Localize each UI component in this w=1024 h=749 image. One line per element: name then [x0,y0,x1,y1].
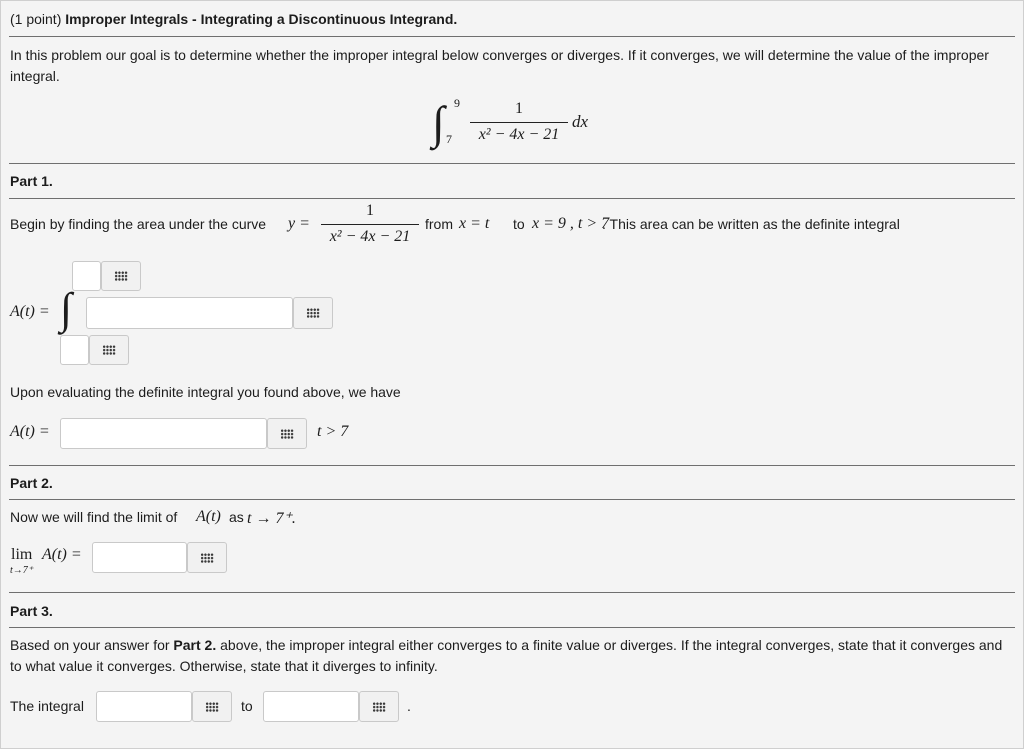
differential: dx [572,112,589,131]
to-word: to [513,216,525,232]
part3-text-a: Based on your answer for [10,637,170,653]
divider [9,499,1015,500]
range-end: x = 9 , t > 7 [532,215,610,232]
part3-text-b: above, the improper integral either converges to a finite value or diverges. If the integral converges, state that it converges and to what value it converges. Otherwise, state that it diverges to infinity. [10,637,1003,674]
part2-text: Now we will find the limit of [10,509,178,525]
at-expr: A(t) [196,508,221,525]
lower-limit-palette-button[interactable] [89,335,129,365]
grid-dots-icon [115,271,128,281]
grid-dots-icon [206,702,219,712]
as-word: as [229,509,244,525]
part1-heading: Part 1. [10,173,53,189]
integral-sign: ∫ [60,284,73,333]
fraction-bar [321,224,419,225]
integrand-fraction [470,100,568,150]
upper-limit-input[interactable] [72,261,101,291]
divider [9,163,1015,164]
part2-heading: Part 2. [10,475,53,491]
limit-approach: t → 7⁺. [247,510,296,527]
integral-upper-limit: 9 [454,96,460,110]
part2-sentence [10,509,410,531]
lim-subscript: t→7⁺ [10,565,34,576]
evaluation-text: Upon evaluating the definite integral you found above, we have [10,384,401,400]
period: . [407,698,411,714]
intro-text: In this problem our goal is to determine whether the improper integral below converges or diverges. If it converges, we will determine the value of the improper integral. [10,47,989,84]
points-label: (1 point) [10,11,62,27]
from-word: from [425,216,453,232]
grid-dots-icon [281,429,294,439]
range-start: x = t [459,215,490,232]
integral-label: The integral [10,698,84,714]
lim-rhs: A(t) = [42,546,82,563]
curve-denominator: x² − 4x − 21 [329,228,411,245]
grid-dots-icon [373,702,386,712]
lim-word: lim [11,546,33,563]
divider [9,465,1015,466]
part1-sentence [10,202,1020,256]
limit-input[interactable] [92,542,187,573]
problem-title: Improper Integrals - Integrating a Discontinuous Integrand. [65,11,458,27]
integrand-input[interactable] [86,297,293,329]
grid-dots-icon [201,553,214,563]
part3-heading: Part 3. [10,603,53,619]
fraction-bar [470,122,568,123]
upper-limit-palette-button[interactable] [101,261,141,291]
part1-text-before: Begin by finding the area under the curve [10,216,267,232]
divider [9,627,1015,628]
part1-text-after: . This area can be written as the definite integral [602,216,900,232]
problem-header [10,11,457,27]
curve-fraction [321,202,419,248]
at-result-input[interactable] [60,418,267,449]
integrand-denominator: x² − 4x − 21 [478,126,560,143]
value-input[interactable] [263,691,359,722]
converge-palette-button[interactable] [192,691,232,722]
divider [9,592,1015,593]
to-label: to [241,698,253,714]
at-label-2: A(t) = [10,423,50,440]
converge-diverge-input[interactable] [96,691,192,722]
limit-palette-button[interactable] [187,542,227,573]
grid-dots-icon [307,308,320,318]
integral-lower-limit: 7 [446,132,452,146]
divider [9,36,1015,37]
main-integral [430,96,630,156]
at-label: A(t) = [10,303,50,320]
part3-text-bold: Part 2. [173,637,217,653]
divider [9,198,1015,199]
integrand-numerator: 1 [515,100,523,117]
lower-limit-input[interactable] [60,335,89,365]
curve-lhs: y = [288,215,310,232]
at-result-palette-button[interactable] [267,418,307,449]
curve-numerator: 1 [366,202,374,219]
integrand-palette-button[interactable] [293,297,333,329]
value-palette-button[interactable] [359,691,399,722]
t-condition: t > 7 [317,423,349,440]
grid-dots-icon [103,345,116,355]
part3-text [10,635,1010,677]
integral-sign: ∫ [432,97,445,148]
